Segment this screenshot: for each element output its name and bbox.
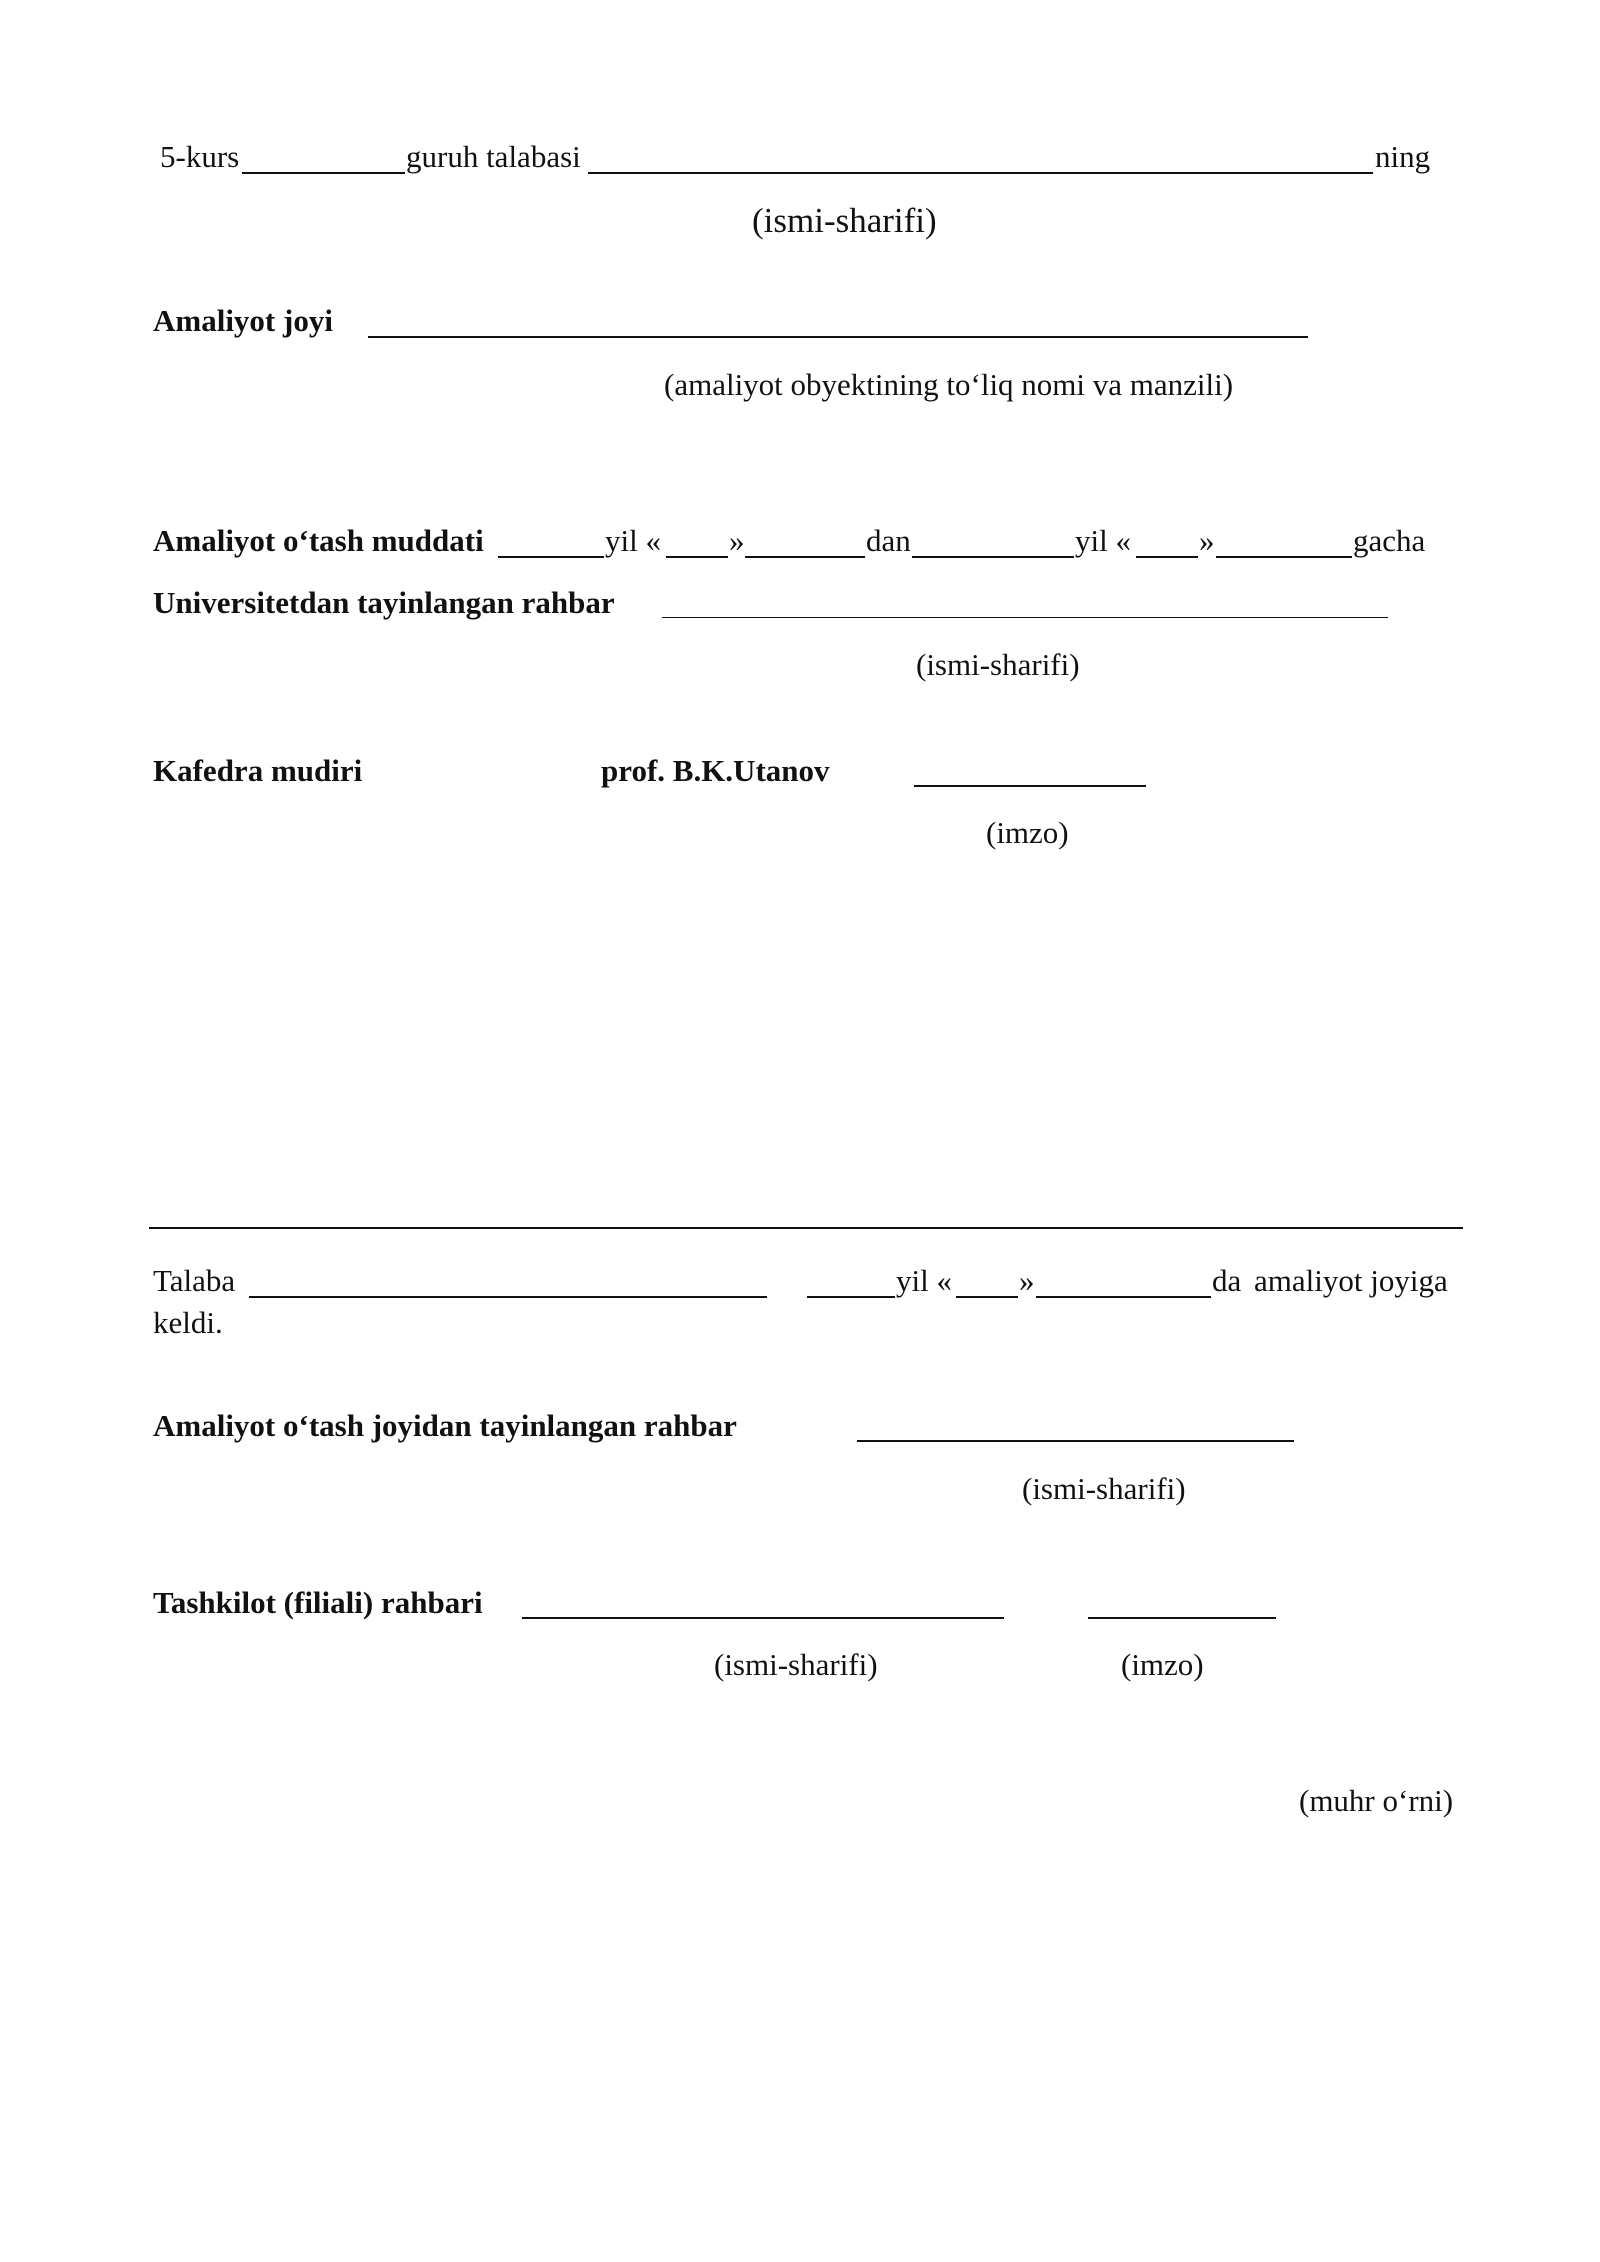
site-supervisor-label: Amaliyot o‘tash joyidan tayinlangan rahbar — [153, 1408, 737, 1443]
period-year1-blank — [498, 556, 604, 558]
department-head-name: prof. B.K.Utanov — [601, 753, 830, 788]
period-close1: » — [729, 523, 745, 558]
practice-place-blank-line — [368, 336, 1308, 338]
site-supervisor-caption: (ismi-sharifi) — [1022, 1471, 1186, 1506]
period-label: Amaliyot o‘tash muddati — [153, 523, 484, 558]
org-head-name-blank-line — [522, 1617, 1004, 1619]
arrival-da: da — [1212, 1263, 1242, 1298]
site-supervisor-blank-line — [857, 1440, 1294, 1442]
arrival-month-blank — [1036, 1296, 1211, 1298]
university-supervisor-caption: (ismi-sharifi) — [916, 647, 1080, 682]
arrival-yil: yil « — [896, 1263, 952, 1298]
practice-place-caption: (amaliyot obyektining to‘liq nomi va manzili) — [664, 367, 1234, 402]
department-head-label: Kafedra mudiri — [153, 753, 363, 788]
arrival-day-blank — [956, 1296, 1018, 1298]
period-close2: » — [1199, 523, 1215, 558]
name-suffix: ning — [1375, 139, 1431, 174]
arrival-rest: amaliyot joyiga — [1254, 1263, 1448, 1298]
student-name-blank-line — [588, 172, 1373, 174]
period-day1-blank — [666, 556, 728, 558]
arrival-student-blank-line — [249, 1296, 767, 1298]
course-label: 5-kurs — [160, 139, 240, 174]
arrival-label: Talaba — [153, 1263, 236, 1298]
period-month1-blank — [745, 556, 865, 558]
arrival-close: » — [1019, 1263, 1035, 1298]
student-name-caption: (ismi-sharifi) — [752, 201, 937, 240]
practice-place-label: Amaliyot joyi — [153, 303, 333, 338]
org-head-sign-caption: (imzo) — [1121, 1647, 1204, 1682]
university-supervisor-blank-line — [662, 617, 1388, 618]
arrival-keldi: keldi. — [153, 1305, 223, 1340]
org-head-name-caption: (ismi-sharifi) — [714, 1647, 878, 1682]
department-head-caption: (imzo) — [986, 815, 1069, 850]
university-supervisor-label: Universitetdan tayinlangan rahbar — [153, 585, 615, 620]
group-blank-line — [242, 172, 405, 174]
org-head-signature-line — [1088, 1617, 1276, 1619]
section-divider — [149, 1227, 1463, 1229]
department-head-signature-line — [914, 785, 1146, 787]
period-day2-blank — [1136, 556, 1198, 558]
period-yil1: yil « — [605, 523, 661, 558]
group-label: guruh talabasi — [406, 139, 581, 174]
period-year2-blank — [912, 556, 1074, 558]
period-dan: dan — [866, 523, 911, 558]
arrival-year-blank — [807, 1296, 895, 1298]
period-yil2: yil « — [1075, 523, 1131, 558]
period-month2-blank — [1216, 556, 1352, 558]
period-gacha: gacha — [1353, 523, 1426, 558]
org-head-label: Tashkilot (filiali) rahbari — [153, 1585, 483, 1620]
stamp-place-label: (muhr o‘rni) — [1299, 1783, 1454, 1818]
